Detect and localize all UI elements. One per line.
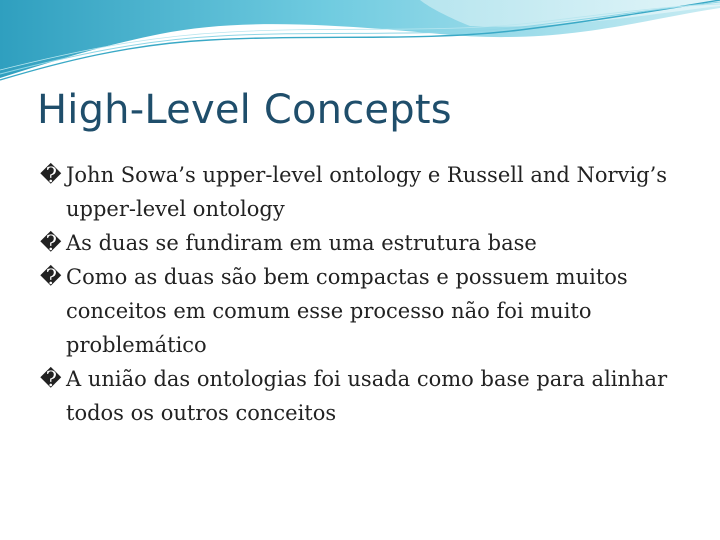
bullet-text: Como as duas são bem compactas e possuem muitos conceitos em comum esse processo não foi muito problemático	[66, 265, 628, 357]
bullet-item	[40, 260, 680, 362]
slide-title: High-Level Concepts	[37, 87, 452, 133]
bullet-glyph-icon: �	[40, 231, 62, 255]
bullet-glyph-icon: �	[40, 163, 62, 187]
bullet-item	[40, 158, 680, 226]
bullet-text: John Sowa’s upper-level ontology e Russell and Norvig’s upper-level ontology	[66, 163, 668, 221]
bullet-text: As duas se fundiram em uma estrutura base	[66, 231, 537, 255]
bullet-text: A união das ontologias foi usada como base para alinhar todos os outros conceitos	[66, 367, 668, 425]
bullet-item	[40, 362, 680, 430]
bullet-glyph-icon: �	[40, 367, 62, 391]
bullet-list	[40, 158, 680, 430]
bullet-glyph-icon: �	[40, 265, 62, 289]
bullet-item	[40, 226, 680, 260]
